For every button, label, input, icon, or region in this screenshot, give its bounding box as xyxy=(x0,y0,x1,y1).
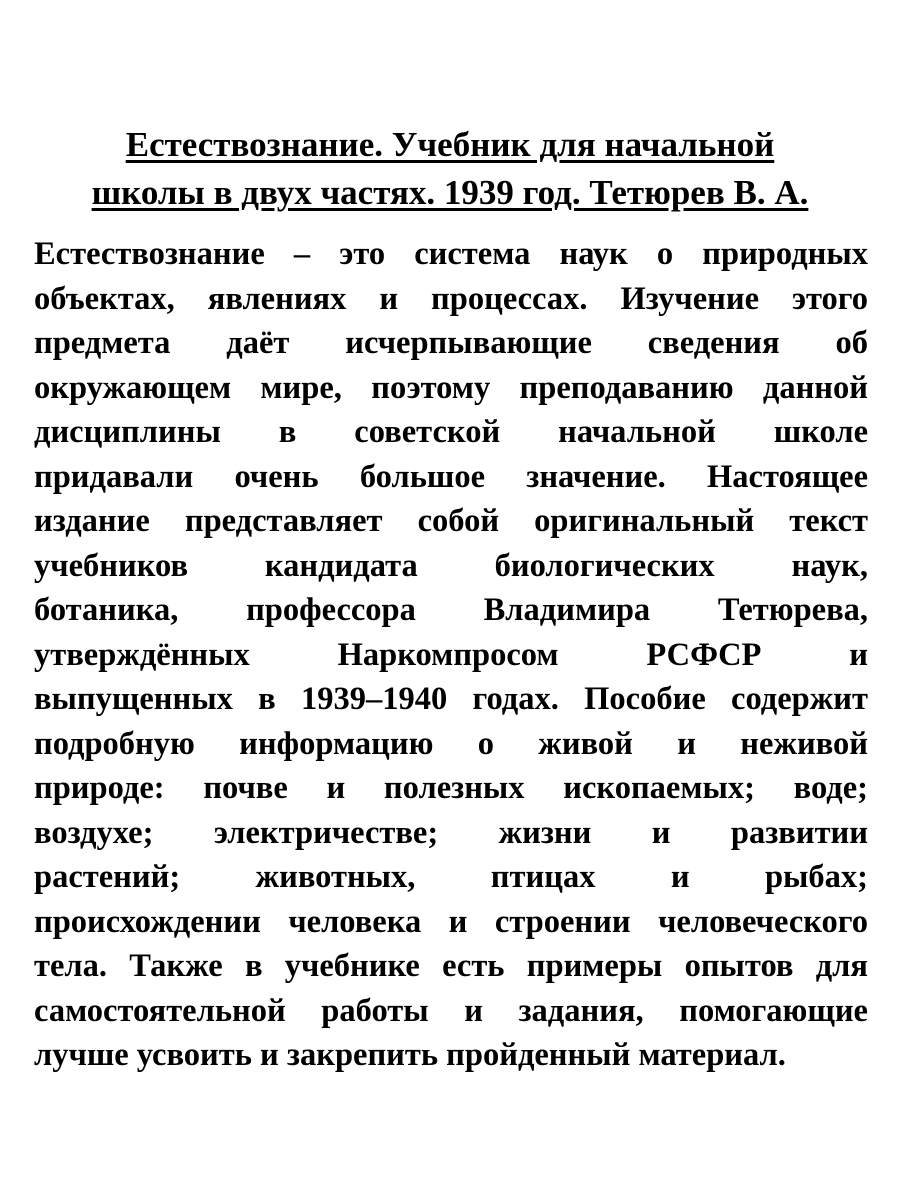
paragraph-line: тела. Также в учебнике есть примеры опытов для xyxy=(34,948,868,984)
paragraph-line: предмета даёт исчерпывающие сведения об xyxy=(34,325,868,361)
paragraph-line: воздухе; электричестве; жизни и развитии xyxy=(34,814,868,851)
paragraph-line: ботаника, профессора Владимира Тетюрева, xyxy=(34,592,868,628)
page-title xyxy=(30,121,870,217)
paragraph-line: издание представляет собой оригинальный текст xyxy=(34,503,868,539)
paragraph-line: учебников кандидата биологических наук, xyxy=(34,547,868,584)
title-line-1: Естествознание. Учебник для начальной xyxy=(125,125,775,164)
paragraph-line: природе: почве и полезных ископаемых; воде; xyxy=(34,770,868,806)
description-paragraph xyxy=(34,232,868,1078)
paragraph-line: дисциплины в советской начальной школе xyxy=(34,414,868,450)
paragraph-line: Естествознание – это система наук о природных xyxy=(34,236,868,272)
paragraph-line: объектах, явлениях и процессах. Изучение этого xyxy=(34,280,868,317)
paragraph-line: лучше усвоить и закрепить пройденный материал. xyxy=(34,1037,786,1073)
paragraph-line: выпущенных в 1939–1940 годах. Пособие содержит xyxy=(34,681,868,717)
paragraph-line: подробную информацию о живой и неживой xyxy=(34,725,868,762)
paragraph-line: утверждённых Наркомпросом РСФСР и xyxy=(34,636,868,673)
paragraph-line: придавали очень большое значение. Настоящее xyxy=(34,458,868,495)
title-line-2: школы в двух частях. 1939 год. Тетюрев В. А. xyxy=(91,173,809,212)
paragraph-line: окружающем мире, поэтому преподаванию данной xyxy=(34,369,868,406)
paragraph-line: происхождении человека и строении человеческого xyxy=(34,903,868,940)
paragraph-line: растений; животных, птицах и рыбах; xyxy=(34,859,868,895)
paragraph-line: самостоятельной работы и задания, помогающие xyxy=(34,992,868,1029)
